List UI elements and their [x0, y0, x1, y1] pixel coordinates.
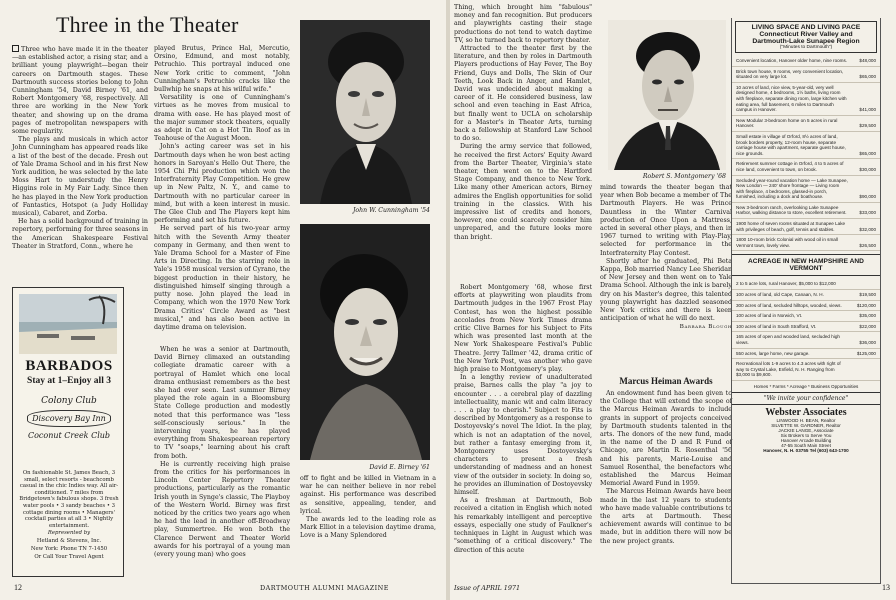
listing-row — [732, 56, 880, 67]
beach-photo — [19, 294, 117, 354]
ad-body: On fashionable St. James Beach, 3 small, select resorts - beachcomb casual in the chic Indies way. All air-conditioned. 7 miles from Bridgetown's fabulous shops. 3 fresh water pools • 3 sandy beaches • 3 cottage dining rooms • Managers' cocktail parties at all 3 • Nightly entertainment. — [19, 470, 119, 529]
ad-tagline: Stay at 1–Enjoy all 3 — [27, 376, 111, 386]
paragraph: off to fight and be killed in Vietnam in a war he can neither believe in nor rebel against. His performance was described as sensitive, appealing, tender, and lyrical. — [300, 475, 436, 515]
listing-price: $30,000 — [859, 166, 876, 172]
firm-name: Webster Associates — [732, 404, 880, 418]
listing-desc: 1900 home of seven rooms situated at Sunapee Lake with privileges of beach, golf, tennis and stables. — [736, 221, 846, 232]
paragraph: Robert Montgomery '68, whose first efforts at playwriting won plaudits from Dartmouth judges in the 1967 Frost Play Contest, has won the highest possible accolades from New York Times drama critic Clive Barnes for his Subject to Fits which was presented last month at the New York Shakespeare Festival's Public Theatre. Jerry Tallmer '42, drama critic of the New York Post, was another who gave high praise to Montgomery's play. — [454, 284, 592, 374]
listing-price: $29,500 — [859, 123, 876, 129]
realestate-ad — [731, 18, 881, 584]
byline: Barbara Blough — [679, 324, 732, 331]
realestate-banner — [735, 21, 877, 53]
footer-issue: Issue of APRIL 1971 — [454, 584, 521, 592]
listing-row — [732, 176, 880, 203]
ad-headline: BARBADOS — [25, 358, 113, 374]
listing-row — [732, 83, 880, 116]
portrait-cunningham — [300, 20, 430, 204]
article-r-col1-bottom — [454, 284, 592, 580]
listing-desc: Convenient location, Hanover older home, nine rooms. — [736, 58, 848, 63]
listing-desc: New 3-bedroom ranch, overlooking Lake Sunapee Harbor, walking distance to store, excellent retirement. — [736, 204, 847, 216]
article-title: Three in the Theater — [56, 12, 239, 37]
listing-price: $26,500 — [859, 242, 876, 248]
paragraph: He has a solid background of training in repertory, performing for three seasons in the American Shakespeare Festival Theater in Stratford, Conn., where he — [12, 218, 148, 250]
article-r-col1-top — [454, 4, 592, 280]
listing-row — [732, 279, 880, 290]
listing-row — [732, 67, 880, 83]
footer-magazine: DARTMOUTH ALUMNI MAGAZINE — [260, 584, 389, 592]
listing-row — [732, 203, 880, 219]
listing-price: $125,000 — [856, 350, 876, 356]
paragraph: The awards led to the leading role as Mark Elliot in a television daytime drama, Love is a Many Splendored — [300, 516, 436, 540]
paragraph: Attracted to the theater first by the literature, and then by roles in Dartmouth Players productions of Hay Fever, The Boy Friend, Guys and Dolls, The Skin of Our Teeth, Look Back in Anger, and Hamlet, David was undecided about making a career of it. He considered business, law school and even teaching in East Africa, but finally went to UCLA on scholarship for a Master's in Theater Arts, turning back a fellowship at Stanford Law School to do so. — [454, 45, 592, 143]
listing-row — [732, 132, 880, 159]
listing-row — [732, 322, 880, 333]
listing-desc: 100 acres of land, old Cape, Canaan, N. H. — [736, 292, 824, 298]
paragraph: As a freshman at Dartmouth, Bob received a citation in English which noted his remarkably intelligent and perceptive essays, especially one study of Faulkner's techniques in Light in August which was "something of a critical discovery." The direction of this acute — [454, 497, 592, 554]
photo-birney — [300, 224, 430, 460]
listing-desc: 165 acres of open and wooded land, secluded high views. — [736, 334, 840, 345]
paragraph: mind towards the theater began that year when Bob became a member of The Dartmouth Players. He was Prince Dauntless in the Winter Carnival production of Once Upon a Mattress, acted in several other plays, and then in 1967 turned to writing with Play-Play, selected for performance in the Interfraternity Play Contest. — [600, 184, 732, 257]
acreage-heading: ACREAGE IN NEW HAMPSHIRE AND VERMONT — [732, 254, 880, 276]
article-col2-top — [154, 45, 290, 341]
listing-price: $19,500 — [859, 292, 876, 298]
listing-price: $41,000 — [859, 107, 876, 113]
paragraph: Three who have made it in the theater—an established actor, a rising star, and a brilliant young playwright—began their careers on Dartmouth stages. These Dartmouth success stories belong to John Cunningham '54, David Birney '61, and Robert Montgomery '68, respectively. All three are working in the New York theater, and showing up on the drama pages of metropolitan newspapers with some regularity. — [12, 46, 148, 136]
clubs-logo — [19, 392, 119, 466]
listing-price: $120,000 — [856, 302, 876, 308]
banner-line2: Connecticut River Valley and — [759, 31, 853, 38]
paragraph: The Marcus Heiman Awards have been made in the last 12 years to students who have made valuable contributions to the arts at Dartmouth. These achievement awards will continue to be made, but in addition there will now be the new project grants. — [600, 488, 732, 545]
paragraph: He served part of his two-year army hitch with the Seventh Army theater company in Germany, and then went to Yale Drama School for a Master of Fine Arts in Directing. In the starring role in Yale's 1958 musical version of Cyrano, the biggest production in their history, he distinguished himself singing through a putty nose. John played the lead in Company, which won the 1970 New York Drama Critics' Circle Award as "best musical," and has also been active in daytime drama on television. — [154, 225, 290, 331]
listing-desc: New Modular 3-bedroom home on 5 acres in rural Hanover. — [736, 117, 838, 129]
paragraph: Versatility is one of Cunningham's virtues as he moves from musical to drama with ease. He has played most of the major summer stock theaters, equally as adept in Cat on a Hot Tin Roof as in Teahouse of the August Moon. — [154, 94, 290, 143]
article-heiman — [600, 390, 732, 580]
listing-row — [732, 116, 880, 132]
tag4: Hanover, N. H. 03755 Tel (603) 643-1700 — [763, 447, 849, 453]
left-page — [0, 0, 446, 600]
services-line: Homes * Farms * Acreage * Business Opportunities — [732, 381, 880, 393]
listing-price: $90,000 — [859, 194, 876, 200]
person3: JACKIE LANGE, Associate — [778, 427, 834, 433]
listing-desc: Recreational lots 1-9 acres to 4.3 acres with right of way to Crystal Lake, Enfield, N. H. Ranging from $3,000 to $9,600. — [736, 361, 841, 378]
paragraph: When he was a senior at Dartmouth, David Birney climaxed an outstanding collegiate dramatic career with a portrayal of Hamlet which one local drama enthusiast remembers as the best she had ever seen. Last summer Birney played the role again in a Bloomsburg State College production and modestly noted that this performance was "less self-consciously serious." In the intervening years, he has played everything from Shakespearean repertory to TV "soaps," learning about his craft from both. — [154, 346, 290, 460]
portrait-birney — [300, 224, 430, 460]
article-col1 — [12, 45, 148, 277]
listing-price: $22,000 — [859, 323, 876, 329]
banner-line1: LIVING SPACE AND LIVING PACE — [751, 24, 861, 31]
listing-price: $65,000 — [859, 74, 876, 80]
paragraph: Thing, which brought him "fabulous" money and fan recognition. But producers and playwrights casting their stage productions do not tend to watch daytime TV, so he turned back to repertory theater. — [454, 4, 592, 44]
banner-line4: ("Minutes to Dartmouth") — [779, 45, 833, 50]
article-col2-bottom — [154, 346, 290, 578]
ad-rep-phone: New York: Phone TN 7-1450 — [30, 546, 108, 552]
photo-montgomery — [608, 20, 726, 170]
paragraph: The plays and musicals in which actor John Cunningham has appeared reads like a list of the best of the decade. Fresh out of Yale Drama School and in his first New York audition, he was selected by the late Moss Hart to understudy the Henry Higgins role in My Fair Lady. Since then he has played in the New York production of Fantastics, Hotspot (a Judy Holliday musical), Cabaret, and Zorba. — [12, 136, 148, 218]
listings — [732, 56, 880, 251]
tag2: Hanover Arcade Building — [780, 437, 832, 443]
ad-rep-line: Represented by — [47, 530, 91, 536]
banner-line3: Dartmouth-Lake Sunapee Region — [752, 38, 860, 45]
paragraph: John's acting career was set in his Dartmouth days when he won best acting honors in Saroyan's Hello Out There, the 1954 Chi Phi production which won the Interfraternity Play Competition. He grew up in New Paltz, N. Y., and came to Dartmouth with no particular career in mind, but with a keen interest in music. The Glee Club and The Players kept him performing and set his future. — [154, 143, 290, 225]
listing-desc: 550 acres, large home, new garage. — [736, 350, 810, 356]
listing-row — [732, 359, 880, 381]
barbados-ad — [12, 287, 124, 577]
tag3: 47-55 South Main Street — [781, 442, 831, 448]
listing-desc: 1800 10-room brick Colonial with wood oil in small Vermont town, lovely view. — [736, 237, 838, 248]
listing-desc: Secluded year-round vacation home — Lake Sunapee, New London — 240' shore frontage — Living room with fireplace, 4 bedrooms, glassed-in porch, furnished, including a dock and boathouse. — [736, 177, 848, 200]
club-colony: Colony Club — [41, 396, 97, 406]
listing-row — [732, 235, 880, 251]
listing-price: $35,000 — [859, 313, 876, 319]
listing-row — [732, 332, 880, 348]
article-col3-bottom — [300, 475, 436, 579]
listing-row — [732, 159, 880, 175]
listing-desc: Retirement summer cottage in Orford, 4 to 5 acres of nice land, convenient to town, on brook. — [736, 161, 844, 172]
person2: SILVETTE W. GARDNER, Realtor — [771, 422, 841, 428]
club-discovery: Discovery Bay Inn — [27, 410, 111, 427]
ad-rep-agent: Or Call Your Travel Agent — [34, 554, 104, 560]
beach-scene — [19, 294, 117, 354]
listing-price: $65,000 — [859, 150, 876, 156]
page-number-left: 12 — [14, 583, 22, 592]
listing-desc: 100 acres of land in Norwich, Vt. — [736, 313, 803, 319]
paragraph: Shortly after he graduated, Phi Beta Kappa, Bob married Nancy Lee Sheridan of New Jersey and then went on to Yale Drama School. Although the ink is barely dry on his Master's degree, this talented young playwright has dazzled seasoned New York critics and there is keen anticipation of what he will do next. — [600, 257, 732, 323]
listing-row — [732, 219, 880, 235]
listing-row — [732, 301, 880, 312]
listing-price: $32,000 — [859, 226, 876, 232]
listing-row — [732, 311, 880, 322]
acreage-listings — [732, 279, 880, 381]
caption-cunningham: John W. Cunningham '54 — [352, 207, 430, 214]
portrait-montgomery — [608, 20, 726, 170]
paragraph: He is currently receiving high praise from the critics for his performances in Lincoln Center Repertory Theater productions, particularly as the romantic Irish youth in Synge's classic, The Playboy of the Western World. Birney was first noticed by the critics two years ago when he had the lead in another off-Broadway play, Summertree. He won both the Clarence Derwent and Theater World awards for his portrayal of a young man (every young man) who goes — [154, 460, 290, 559]
caption-montgomery: Robert S. Montgomery '68 — [642, 173, 726, 180]
photo-cunningham — [300, 20, 430, 204]
listing-price: $33,000 — [859, 210, 876, 216]
paragraph: In a lengthy review of unadulterated praise, Barnes calls the play "a joy to encounter . . . a cerebral play of dazzling intellectuality, manic wit and calm literacy . . . a play to cherish." Subject to Fits is described by Montgomery as a response to Dostoyevsky's novel The Idiot. In the play, which is not an adaptation of the novel, but rather a fantasy emerging from it, Montgomery uses Dostoyevsky's characters to present a fresh understanding of madness and an honest view of the outsider in society. In doing so, he provides an illumination of Dostoyevsky himself. — [454, 374, 592, 497]
listing-price: $36,000 — [859, 340, 876, 345]
listing-row — [732, 349, 880, 360]
listing-desc: 2 to 5 acre lots, rural Hanover, $5,000 to $12,000 — [736, 281, 836, 287]
listing-desc: Brick town house, 9 rooms, very convenient location, situated on very large lot. — [736, 68, 844, 80]
listing-desc: 300 acres of land, secluded hilltops, wooded, views. — [736, 302, 842, 308]
listing-row — [732, 290, 880, 301]
heiman-heading: Marcus Heiman Awards — [619, 376, 713, 386]
listing-desc: 10 acres of land, nice view, 5-year-old, very well designed home, 4 bedrooms, 1½ baths, living room with fireplace, separate dining room, large kitchen with eating area, full basement, 6 miles to Dartmouth campus in Hanover. — [736, 84, 847, 113]
slogan: "We invite your confidence" — [763, 394, 849, 402]
paragraph: An endowment fund has been given to the College that will extend the scope of the Marcus Heiman Awards to include grants in support of projects conceived by Dartmouth students talented in the arts. The donors of the new fund, made in the name of the D and R Fund of Chicago, are Martin R. Rosenthal '56 and his parents, Marie-Louise and Samuel Rosenthal, the benefactors who established the Marcus Heiman Memorial Award Fund in 1959. — [600, 390, 732, 488]
page-number-right: 13 — [882, 583, 890, 592]
listing-desc: 100 acres of land in South Strafford, Vt. — [736, 323, 817, 329]
listing-price: $48,000 — [859, 58, 876, 63]
paragraph: During the army service that followed, he received the first Actors' Equity Award from the Barter Theater, Virginia's state theater, then went on to the Hartford Stage Company, and thence to New York. Like many other American actors, Birney admires the English opportunities for solid training in the classics. With his impressive list of credits and honors, however, one could scarcely consider him unprepared, and the future looks more than bright. — [454, 143, 592, 241]
paragraph: played Brutus, Prince Hal, Mercutio, Orsino, Edmund, and most notably, Petruchio. This portrayal induced one New York critic to comment, "John Cunningham's Petruchio cracks like the bullwhip he snaps at his wilful wife." — [154, 45, 290, 94]
ad-rep-name: Hetland & Stevens, Inc. — [36, 538, 102, 544]
tag1: Six Brokers to Serve You — [780, 432, 832, 438]
club-coconut: Coconut Creek Club — [27, 431, 111, 440]
person1: LINWOOD H. BEAN, Realtor — [776, 417, 836, 423]
caption-birney: David E. Birney '61 — [369, 464, 430, 471]
article-r-col2-top — [600, 184, 732, 372]
listing-desc: Small estate in village of Orford, 8½ acres of land, brook borders property, 12-room house, separate carriage house with apartment, separate guest house, nice grounds. — [736, 133, 846, 156]
drop-square — [12, 45, 19, 52]
